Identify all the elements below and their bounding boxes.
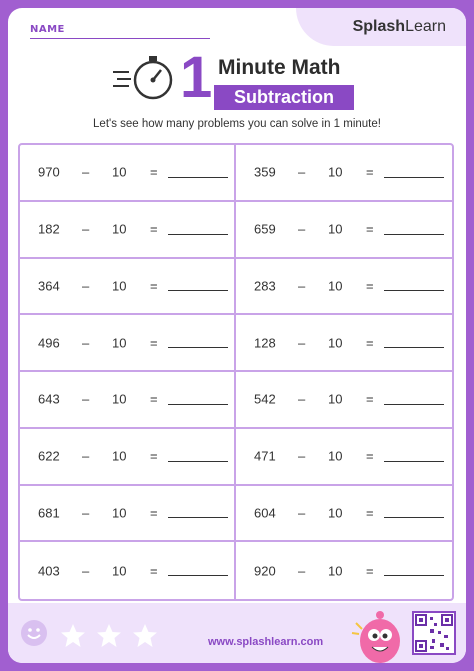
minus-sign: –	[82, 164, 90, 180]
problem-cell	[236, 542, 452, 599]
problem-cell	[236, 145, 452, 202]
problem-cell	[20, 542, 236, 599]
problem-cell	[236, 202, 452, 259]
minuend: 659	[254, 221, 276, 237]
answer-blank[interactable]	[168, 234, 228, 235]
problem-cell	[20, 429, 236, 486]
equals-sign: =	[150, 278, 158, 294]
problem-cell	[236, 486, 452, 543]
answer-blank[interactable]	[384, 177, 444, 178]
subtrahend: 10	[112, 278, 127, 294]
answer-blank[interactable]	[168, 404, 228, 405]
answer-blank[interactable]	[384, 575, 444, 576]
mascot-icon	[348, 603, 408, 663]
subtrahend: 10	[328, 391, 343, 407]
minus-sign: –	[298, 335, 306, 351]
problem-cell	[20, 202, 236, 259]
minuend: 182	[38, 221, 60, 237]
problem-grid	[18, 143, 454, 601]
equals-sign: =	[150, 448, 158, 464]
minus-sign: –	[82, 448, 90, 464]
star-icon	[60, 623, 86, 649]
subtrahend: 10	[328, 221, 343, 237]
equals-sign: =	[150, 164, 158, 180]
answer-blank[interactable]	[384, 234, 444, 235]
problem-cell	[20, 145, 236, 202]
minuend: 643	[38, 391, 60, 407]
equals-sign: =	[366, 505, 374, 521]
answer-blank[interactable]	[168, 347, 228, 348]
equals-sign: =	[366, 563, 374, 579]
minuend: 542	[254, 391, 276, 407]
worksheet	[8, 8, 466, 663]
subtrahend: 10	[112, 505, 127, 521]
brand-logo	[353, 18, 446, 36]
minus-sign: –	[298, 448, 306, 464]
equals-sign: =	[150, 563, 158, 579]
subtrahend: 10	[112, 164, 127, 180]
minus-sign: –	[82, 563, 90, 579]
subtrahend: 10	[328, 335, 343, 351]
minus-sign: –	[82, 278, 90, 294]
problem-cell	[236, 315, 452, 372]
equals-sign: =	[366, 391, 374, 407]
answer-blank[interactable]	[168, 290, 228, 291]
minus-sign: –	[82, 335, 90, 351]
equals-sign: =	[366, 221, 374, 237]
minuend: 622	[38, 448, 60, 464]
page-title: Minute Math	[218, 56, 341, 79]
minuend: 681	[38, 505, 60, 521]
equals-sign: =	[150, 505, 158, 521]
subtrahend: 10	[112, 563, 127, 579]
equals-sign: =	[366, 164, 374, 180]
minus-sign: –	[298, 505, 306, 521]
minus-sign: –	[82, 221, 90, 237]
brand-splash: Splash	[352, 18, 406, 35]
problem-cell	[20, 259, 236, 316]
subtrahend: 10	[328, 448, 343, 464]
problem-cell	[236, 429, 452, 486]
equals-sign: =	[150, 391, 158, 407]
answer-blank[interactable]	[384, 517, 444, 518]
instructions: Let's see how many problems you can solve in 1 minute!	[93, 118, 381, 130]
minus-sign: –	[298, 164, 306, 180]
problem-cell	[236, 259, 452, 316]
subtrahend: 10	[112, 221, 127, 237]
footer-url[interactable]: www.splashlearn.com	[208, 636, 324, 648]
brand-banner	[296, 8, 466, 46]
page-subtitle: Subtraction	[214, 85, 354, 110]
name-label: NAME	[30, 24, 65, 35]
minus-sign: –	[82, 391, 90, 407]
minus-sign: –	[82, 505, 90, 521]
footer	[8, 603, 466, 663]
equals-sign: =	[366, 278, 374, 294]
problem-cell	[236, 372, 452, 429]
minus-sign: –	[298, 391, 306, 407]
answer-blank[interactable]	[384, 404, 444, 405]
answer-blank[interactable]	[168, 461, 228, 462]
problem-cell	[20, 315, 236, 372]
subtrahend: 10	[328, 278, 343, 294]
minuend: 970	[38, 164, 60, 180]
star-icon	[132, 623, 158, 649]
minuend: 403	[38, 563, 60, 579]
minuend: 128	[254, 335, 276, 351]
problem-cell	[20, 372, 236, 429]
subtrahend: 10	[112, 448, 127, 464]
minuend: 364	[38, 278, 60, 294]
brand-learn: Learn	[405, 18, 446, 35]
equals-sign: =	[150, 221, 158, 237]
answer-blank[interactable]	[384, 461, 444, 462]
minuend: 604	[254, 505, 276, 521]
minus-sign: –	[298, 563, 306, 579]
answer-blank[interactable]	[384, 347, 444, 348]
subtrahend: 10	[328, 164, 343, 180]
answer-blank[interactable]	[168, 575, 228, 576]
qr-code-icon	[414, 613, 454, 653]
minuend: 471	[254, 448, 276, 464]
subtrahend: 10	[328, 505, 343, 521]
smiley-icon	[20, 619, 48, 647]
equals-sign: =	[366, 448, 374, 464]
equals-sign: =	[366, 335, 374, 351]
stopwatch-icon	[111, 52, 181, 102]
minus-sign: –	[298, 221, 306, 237]
minuend: 920	[254, 563, 276, 579]
subtrahend: 10	[112, 335, 127, 351]
subtrahend: 10	[112, 391, 127, 407]
minuend: 283	[254, 278, 276, 294]
minuend: 359	[254, 164, 276, 180]
minus-sign: –	[298, 278, 306, 294]
name-line[interactable]	[30, 38, 210, 39]
answer-blank[interactable]	[168, 517, 228, 518]
equals-sign: =	[150, 335, 158, 351]
big-number: 1	[180, 45, 213, 110]
problem-cell	[20, 486, 236, 543]
subtrahend: 10	[328, 563, 343, 579]
answer-blank[interactable]	[168, 177, 228, 178]
qr-code[interactable]	[412, 611, 456, 655]
answer-blank[interactable]	[384, 290, 444, 291]
minuend: 496	[38, 335, 60, 351]
star-icon	[96, 623, 122, 649]
